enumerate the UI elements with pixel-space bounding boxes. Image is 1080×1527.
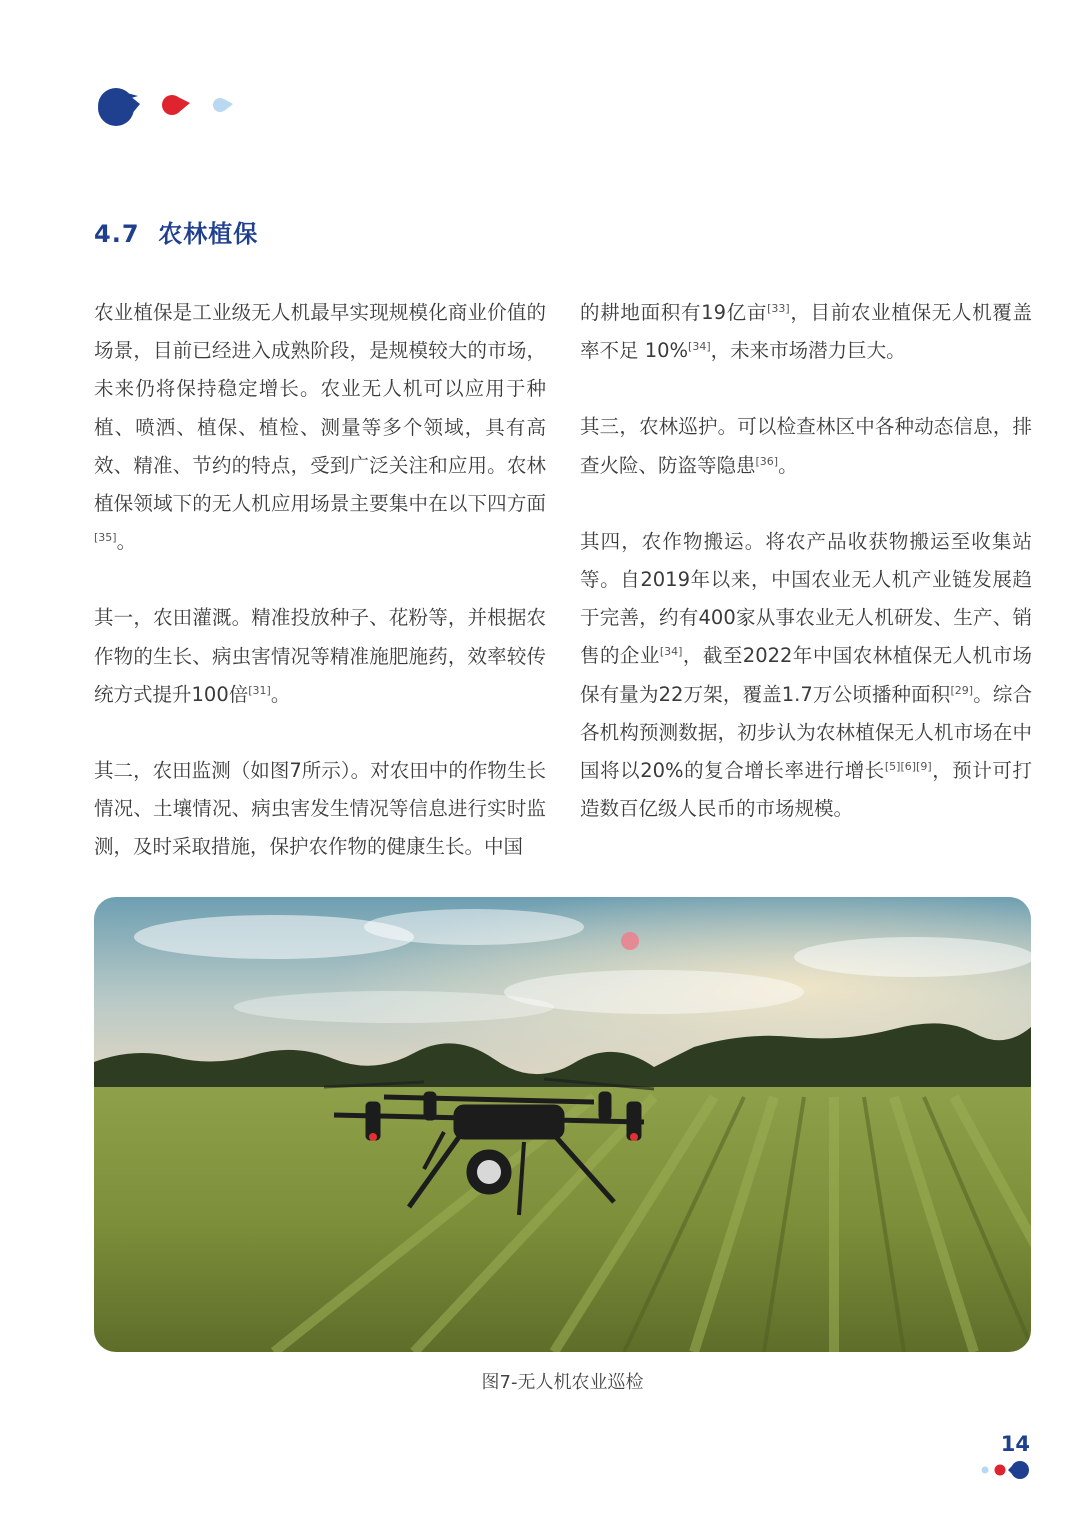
drone-field-photo (94, 897, 1031, 1352)
section-title: 4.7 农林植保 (94, 220, 259, 248)
paragraph-intro: 农业植保是工业级无人机最早实现规模化商业价值的场景，目前已经进入成熟阶段，是规模较大的市场，未来仍将保持稳定增长。农业无人机可以应用于种植、喷洒、植保、植检、测量等多个领域，具有高效、精准、节约的特点，受到广泛关注和应用。农林植保领域下的无人机应用场景主要集中在以下四方面[35]。 (94, 301, 546, 554)
decorative-drops-bottom (978, 1458, 1034, 1482)
page-number: 14 (1000, 1432, 1030, 1456)
paragraph-irrigation: 其一，农田灌溉。精准投放种子、花粉等，并根据农作物的生长、病虫害情况等精准施肥施药，效率较传统方式提升100倍[31]。 (94, 606, 546, 706)
left-text-column (94, 294, 546, 905)
paragraph-monitoring-cont: 的耕地面积有19亿亩[33]，目前农业植保无人机覆盖率不足 10%[34]，未来市场潜力巨大。 (580, 301, 1032, 363)
figure-caption: 图7-无人机农业巡检 (481, 1372, 644, 1393)
decorative-drops-top (94, 86, 254, 126)
paragraph-patrol: 其三，农林巡护。可以检查林区中各种动态信息，排查火险、防盗等隐患[36]。 (580, 415, 1032, 477)
paragraph-transport: 其四，农作物搬运。将农产品收获物搬运至收集站等。自2019年以来，中国农业无人机产业链发展趋于完善，约有400家从事农业无人机研发、生产、销售的企业[34]，截至2022年中国农林植保无人机市场保有量为22万架，覆盖1.7万公顷播种面积[29]。综合各机构预测数据，初步认为农林植保无人机市场在中国将以20%的复合增长率进行增长[5][6][9]，预计可打造数百亿级人民币的市场规模。 (580, 529, 1032, 821)
right-text-column (580, 294, 1032, 866)
paragraph-monitoring: 其二，农田监测（如图7所示）。对农田中的作物生长情况、土壤情况、病虫害发生情况等信息进行实时监测，及时采取措施，保护农作物的健康生长。中国 (94, 759, 546, 859)
